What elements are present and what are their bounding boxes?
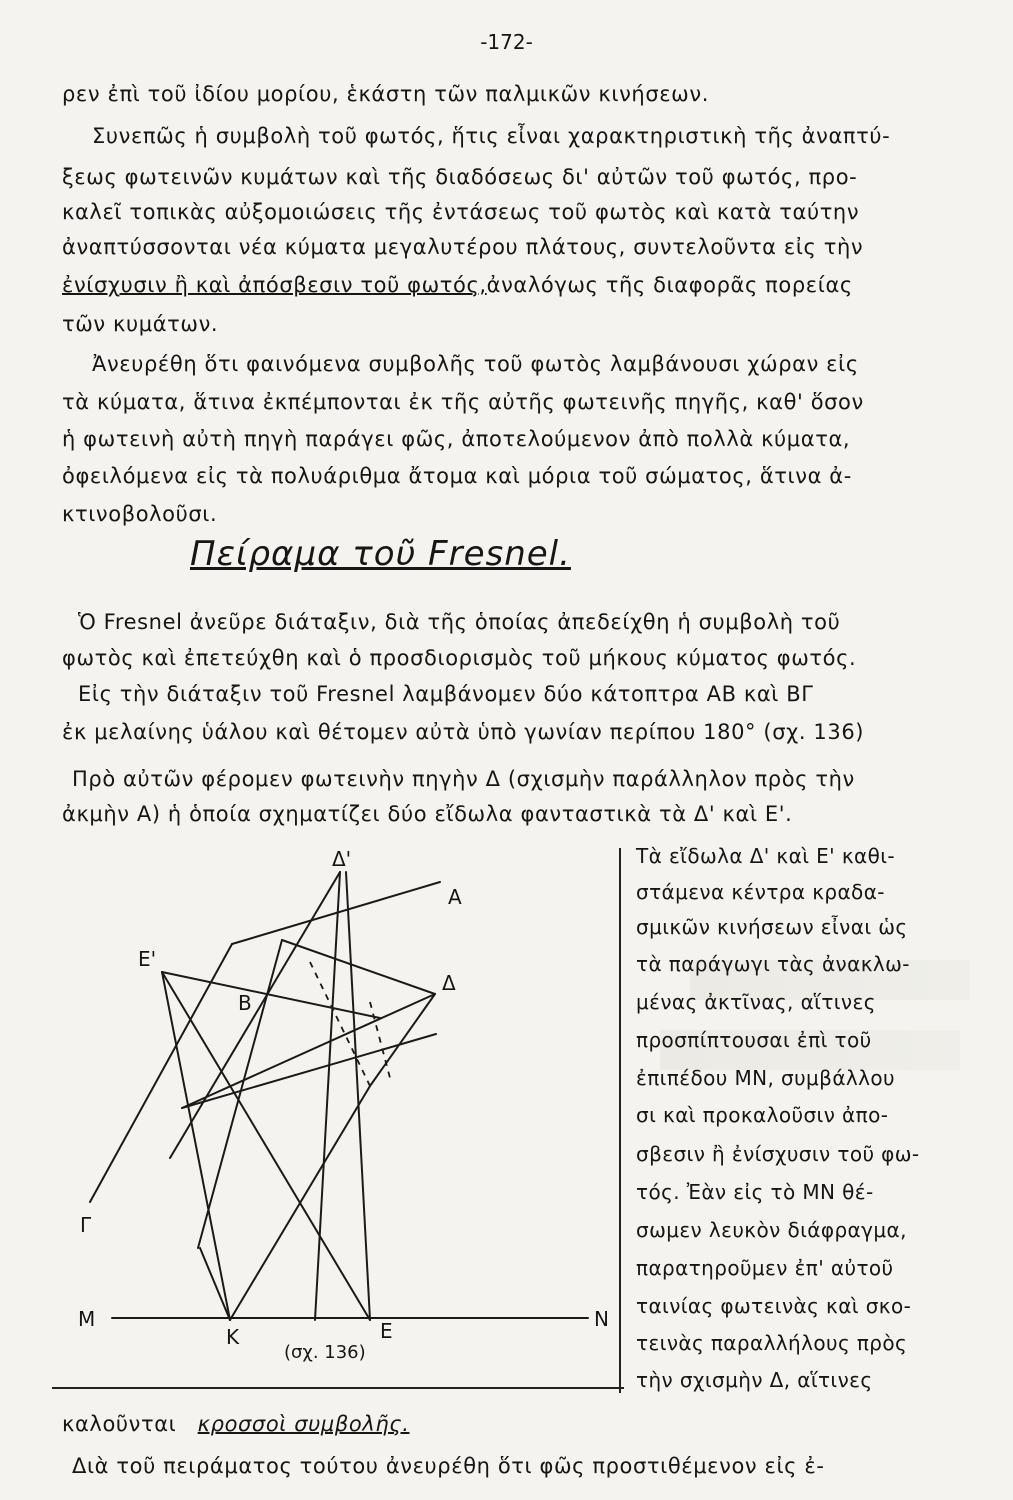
underlined-phrase: ἐνίσχυσιν ἢ καὶ ἀπόσβεσιν τοῦ φωτός, [62,273,487,297]
text-line: ὀφειλόμενα εἰς τὰ πολυάριθμα ἄτομα καὶ μόρια τοῦ σώματος, ἅτινα ἀ- [62,464,852,488]
term-interference-fringes: κροσσοὶ συμβολῆς. [197,1412,410,1436]
text-line-continuation: ἀναλόγως τῆς διαφορᾶς πορείας [486,273,853,297]
text-line: φωτὸς καὶ ἐπετεύχθη καὶ ὁ προσδιορισμὸς τοῦ μήκους κύματος φωτός. [62,646,857,670]
side-text-line: σωμεν λευκὸν διάφραγμα, [636,1218,907,1242]
text-line: Ἀνευρέθη ὅτι φαινόμενα συμβολῆς τοῦ φωτὸς λαμβάνουσι χώραν εἰς [92,352,859,376]
text-line: Εἰς τὴν διάταξιν τοῦ Fresnel λαμβάνομεν δύο κάτοπτρα ΑΒ καὶ ΒΓ [78,682,814,706]
text-line: κτινοβολοῦσι. [62,502,218,526]
text-line: ἐκ μελαίνης ὑάλου καὶ θέτομεν αὐτὰ ὑπὸ γωνίαν περίπου 180° (σχ. 136) [62,720,865,744]
text-line [62,1410,983,1438]
label-e: Ε [380,1319,393,1343]
side-text-line: σμικῶν κινήσεων εἶναι ὡς [636,915,908,939]
label-e-prime: Ε' [138,947,157,971]
label-d-prime: Δ' [332,847,352,871]
side-text-line: σι καὶ προκαλοῦσιν ἀπο- [636,1103,889,1127]
text-line: ξεως φωτεινῶν κυμάτων καὶ τῆς διαδόσεως δι' αὐτῶν τοῦ φωτός, προ- [62,165,858,189]
side-text-line: ταινίας φωτεινὰς καὶ σκο- [636,1294,912,1318]
label-m: Μ [78,1307,96,1331]
page-number: -172- [480,30,533,54]
text-line: τὰ κύματα, ἅτινα ἐκπέμπονται ἐκ τῆς αὐτῆς φωτεινῆς πηγῆς, καθ' ὅσον [62,390,864,414]
label-b: Β [238,991,252,1015]
text-line [62,271,983,299]
label-k: Κ [226,1325,240,1349]
text-line: ἀναπτύσσονται νέα κύματα μεγαλυτέρου πλάτους, συντελοῦντα εἰς τὴν [62,235,864,259]
text-line: Πρὸ αὐτῶν φέρομεν φωτεινὴν πηγὴν Δ (σχισμὴν παράλληλον πρὸς τὴν [72,767,855,791]
text-line: τῶν κυμάτων. [62,312,219,336]
fresnel-mirror-diagram [70,842,625,1362]
side-text-line: Τὰ εἴδωλα Δ' καὶ Ε' καθι- [636,844,896,868]
text-line: Ὁ Fresnel ἀνεῦρε διάταξιν, διὰ τῆς ὁποίας ἀπεδείχθη ἡ συμβολὴ τοῦ [78,610,841,634]
section-heading-text: Πείραμα τοῦ Fresnel. [190,534,571,574]
side-text-line: μένας ἀκτῖνας, αἵτινες [636,990,876,1014]
text-line: ἀκμὴν Α) ἡ ὁποία σχηματίζει δύο εἴδωλα φανταστικὰ τὰ Δ' καὶ Ε'. [62,802,793,826]
footer-prefix: καλοῦνται [62,1412,177,1436]
label-a: Α [448,885,462,909]
side-text-line: τός. Ἐὰν εἰς τὸ ΜΝ θέ- [636,1180,874,1204]
section-heading [190,534,571,574]
side-text-line: σβεσιν ἢ ἐνίσχυσιν τοῦ φω- [636,1142,920,1166]
side-text-line: παρατηροῦμεν ἐπ' αὐτοῦ [636,1256,894,1280]
text-line: Διὰ τοῦ πειράματος τούτου ἀνευρέθη ὅτι φῶς προστιθέμενον εἰς ἐ- [72,1454,825,1478]
figure-bottom-rule [52,1387,624,1389]
label-n: Ν [594,1307,609,1331]
label-g: Γ [80,1213,92,1237]
text-line: ἡ φωτεινὴ αὐτὴ πηγὴ παράγει φῶς, ἀποτελούμενον ἀπὸ πολλὰ κύματα, [62,427,851,451]
side-text-line: στάμενα κέντρα κραδα- [636,880,885,904]
figure-caption: (σχ. 136) [284,1342,366,1362]
side-text-line: τὰ παράγωγι τὰς ἀνακλω- [636,952,910,976]
side-text-line: τεινὰς παραλλήλους πρὸς [636,1331,908,1355]
label-d: Δ [442,971,456,995]
side-text-line: τὴν σχισμὴν Δ, αἵτινες [636,1368,873,1392]
text-line: ρεν ἐπὶ τοῦ ἰδίου μορίου, ἑκάστη τῶν παλμικῶν κινήσεων. [62,82,709,106]
text-line: καλεῖ τοπικὰς αὐξομοιώσεις τῆς ἐντάσεως τοῦ φωτὸς καὶ κατὰ ταύτην [62,200,860,224]
side-text-line: προσπίπτουσαι ἐπὶ τοῦ [636,1028,872,1052]
side-text-line: ἐπιπέδου ΜΝ, συμβάλλου [636,1066,896,1090]
text-line: Συνεπῶς ἡ συμβολὴ τοῦ φωτός, ἥτις εἶναι χαρακτηριστικὴ τῆς ἀναπτύ- [92,124,891,148]
column-divider [619,848,621,1393]
